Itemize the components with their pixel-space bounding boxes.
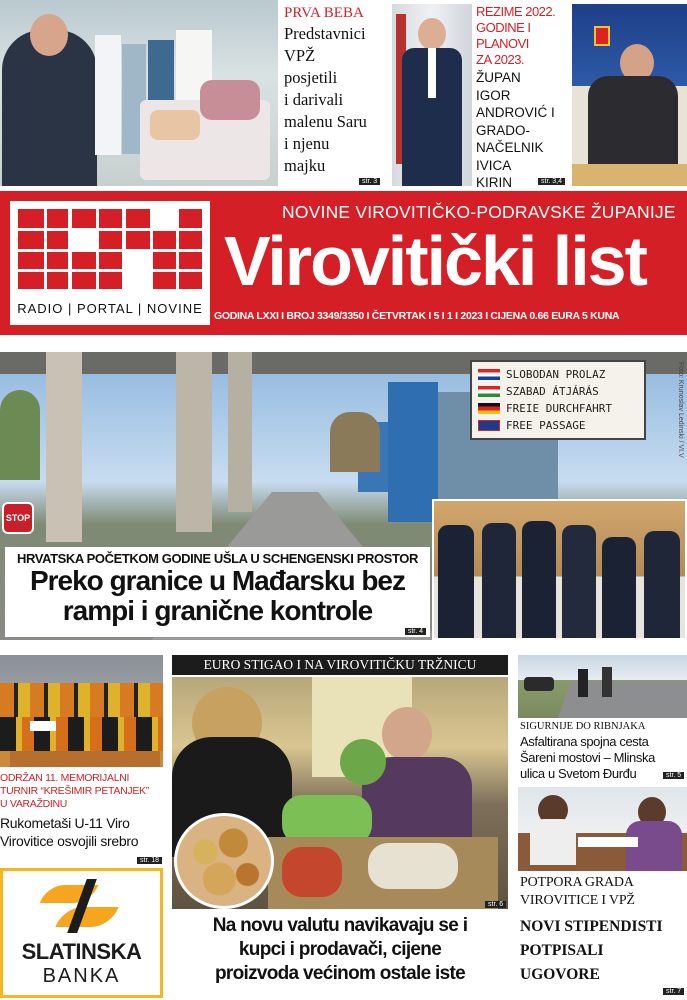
border-sign: SLOBODAN PROLAZ SZABAD ÁTJÁRÁS FREIE DURCHFAHRT FREE PASSAGE — [470, 360, 646, 440]
road-kicker: SIGURNIJE DO RIBNJAKA — [520, 721, 646, 732]
page-ref: str. 6 — [485, 901, 506, 908]
top-left-kicker: PRVA BEBA — [284, 5, 364, 21]
photo-road — [518, 655, 687, 718]
top-left-headline: Predstavnici VPŽ posjetili i darivali malenu Saru i njenu majku — [284, 24, 367, 175]
photo-market — [172, 677, 508, 909]
bank-logo-icon — [43, 879, 119, 933]
scholarship-headline[interactable]: NOVI STIPENDISTI POTPISALI UGOVORE — [520, 918, 663, 983]
page-ref: str. 7 — [663, 988, 684, 995]
top-right-headline: ŽUPAN IGOR ANDROVIĆ I GRADO- NAČELNIK IVICA KIRIN — [476, 70, 555, 190]
masthead-subtitle: NOVINE VIROVITIČKO-PODRAVSKE ŽUPANIJE — [282, 202, 676, 222]
bank-name-2: BANKA — [42, 965, 121, 987]
lead-kicker: HRVATSKA POČETKOM GODINE UŠLA U SCHENGENSKI PROSTOR — [17, 551, 418, 566]
market-headline[interactable]: Na novu valutu navikavaju se i kupci i prodavači, cijene proizvoda većinom ostale iste — [212, 915, 468, 984]
photo-handball-team — [0, 655, 163, 767]
photo-police-officers — [432, 499, 687, 640]
page-ref: str. 3,4 — [538, 178, 565, 185]
photo-hospital-visit — [0, 0, 278, 186]
top-right-kicker: REZIME 2022. GODINE I PLANOVI ZA 2023. — [476, 4, 556, 67]
photo-credit: Foto: Krunoslav Ledinski / VI.V — [677, 362, 684, 458]
stop-sign: STOP — [2, 502, 34, 534]
page-ref: str. 5 — [663, 772, 684, 779]
scholarship-kicker: POTPORA GRADA VIROVITICE I VPŽ — [520, 875, 635, 908]
lead-headline[interactable]: Preko granice u Mađarsku bez rampi i granične kontrole — [29, 565, 406, 626]
photo-scholarship-signing — [518, 787, 687, 871]
slatinska-banka-ad[interactable] — [0, 868, 163, 998]
masthead — [0, 191, 687, 335]
market-kicker-bar — [172, 655, 508, 675]
market-kicker: EURO STIGAO I NA VIROVITIČKU TRŽNICU — [203, 657, 477, 672]
road-headline[interactable]: Asfaltirana spojna cesta Šareni mostovi – Mlinska ulica u Svetom Đurđu — [520, 734, 655, 781]
issue-line: GODINA LXXI I BROJ 3349/3350 I ČETVRTAK I 5 I 1 I 2023 I CIJENA 0.66 EURA 5 KUNA — [214, 310, 620, 322]
photo-gradonacelnik — [572, 4, 687, 186]
page-ref: str. 18 — [137, 857, 162, 864]
handball-headline[interactable]: Rukometaši U-11 Viro Virovitice osvojili srebro — [0, 815, 139, 849]
page-ref: str. 4 — [405, 628, 426, 635]
icv-logo[interactable] — [10, 201, 210, 325]
handball-kicker: ODRŽAN 11. MEMORIJALNI TURNIR “KREŠIMIR PETANJEK” U VARAŽDINU — [0, 772, 149, 810]
logo-tagline: RADIO | PORTAL | NOVINE — [17, 301, 203, 316]
coins-icon — [174, 813, 274, 909]
lead-headline-box — [5, 547, 430, 637]
page-ref: str. 3 — [359, 178, 380, 185]
photo-zupan — [392, 4, 472, 186]
masthead-title[interactable]: Virovitički list — [224, 222, 646, 300]
logo-letters — [18, 209, 202, 289]
bank-name-1: SLATINSKA — [21, 939, 142, 964]
